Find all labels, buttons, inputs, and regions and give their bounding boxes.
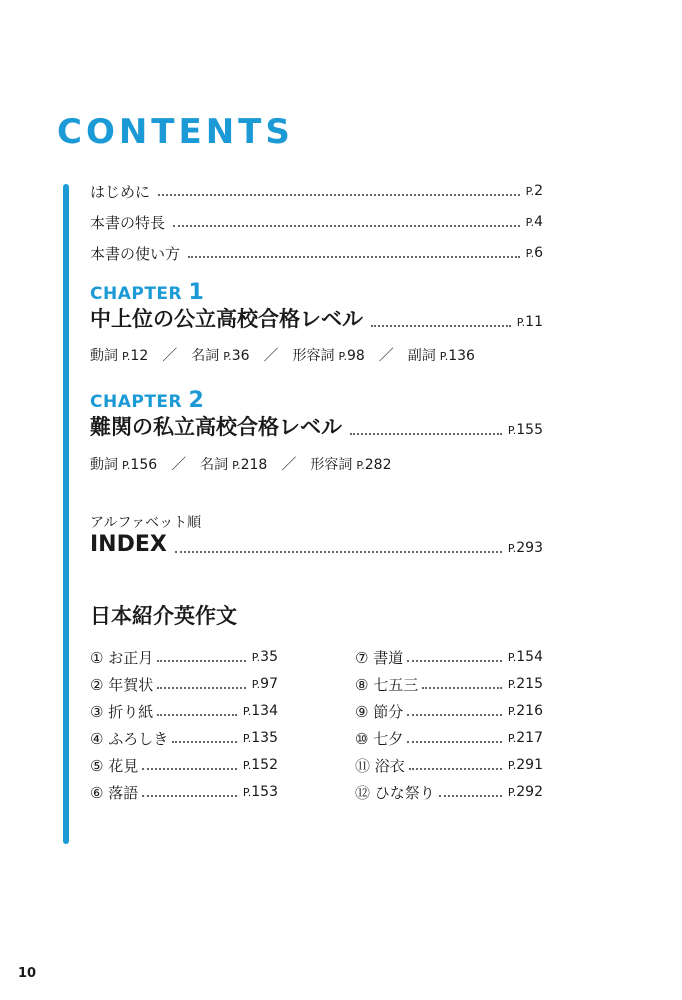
list-item[interactable]: ⑤ 花見 P.152 (90, 757, 278, 775)
separator: ／ (263, 346, 279, 364)
chapter-2-subsections (90, 453, 392, 474)
toc-row-chapter-1[interactable] (90, 306, 543, 332)
leader-dots (172, 741, 237, 743)
index-note: アルファベット順 (90, 515, 202, 531)
leader-dots (157, 714, 237, 716)
leader-dots (371, 325, 511, 327)
leader-dots (157, 660, 246, 662)
list-item[interactable]: ⑨ 節分 P.216 (355, 703, 543, 721)
sub-entry[interactable]: 名詞 P.218 (200, 457, 268, 473)
toc-page: P.4 (525, 214, 543, 230)
accent-bar (63, 184, 69, 844)
toc-page: P.2 (525, 183, 543, 199)
chapter-title: 難関の私立高校合格レベル (90, 415, 342, 439)
sub-entry[interactable]: 副詞 P.136 (407, 348, 475, 364)
sub-entry[interactable]: 形容詞 P.98 (292, 348, 365, 364)
toc-label: はじめに (90, 183, 151, 201)
leader-dots (407, 714, 502, 716)
separator: ／ (171, 455, 187, 473)
page-number: 10 (18, 966, 37, 981)
list-item[interactable]: ③ 折り紙 P.134 (90, 703, 278, 721)
list-item[interactable]: ⑧ 七五三 P.215 (355, 676, 543, 694)
sub-entry[interactable]: 動詞 P.12 (90, 348, 149, 364)
leader-dots (173, 225, 520, 227)
list-item[interactable]: ① お正月 P.35 (90, 649, 278, 667)
toc-row-intro[interactable] (90, 182, 543, 201)
toc-page: P.11 (516, 314, 543, 330)
index-label: INDEX (90, 532, 167, 557)
list-item[interactable]: ⑦ 書道 P.154 (355, 649, 543, 667)
leader-dots (158, 194, 520, 196)
leader-dots (350, 433, 502, 435)
leader-dots (409, 768, 502, 770)
list-item[interactable]: ② 年賀状 P.97 (90, 676, 278, 694)
sub-entry[interactable]: 形容詞 P.282 (310, 457, 392, 473)
leader-dots (407, 741, 502, 743)
separator: ／ (281, 455, 297, 473)
leader-dots (142, 795, 237, 797)
japan-list-right (355, 640, 543, 802)
leader-dots (439, 795, 502, 797)
chapter-1-subsections (90, 344, 475, 365)
list-item[interactable]: ⑥ 落語 P.153 (90, 784, 278, 802)
sub-entry[interactable]: 動詞 P.156 (90, 457, 158, 473)
toc-page: P.6 (525, 245, 543, 261)
list-item[interactable]: ⑪ 浴衣 P.291 (355, 757, 543, 775)
toc-page: P.293 (507, 540, 543, 556)
leader-dots (157, 687, 246, 689)
chapter-1-heading: CHAPTER 1 (90, 280, 205, 305)
toc-page: P.155 (507, 422, 543, 438)
toc-label: 本書の使い方 (90, 245, 181, 263)
separator: ／ (162, 346, 178, 364)
chapter-title: 中上位の公立高校合格レベル (90, 307, 363, 331)
toc-row-index[interactable] (90, 532, 543, 558)
page-title: CONTENTS (57, 112, 294, 152)
leader-dots (188, 256, 520, 258)
toc-label: 本書の特長 (90, 214, 166, 232)
list-item[interactable]: ④ ふろしき P.135 (90, 730, 278, 748)
list-item[interactable]: ⑩ 七夕 P.217 (355, 730, 543, 748)
leader-dots (175, 551, 502, 553)
japan-list-left (90, 640, 278, 802)
sub-entry[interactable]: 名詞 P.36 (191, 348, 250, 364)
leader-dots (422, 687, 502, 689)
japan-section-title: 日本紹介英作文 (90, 604, 237, 628)
chapter-2-heading: CHAPTER 2 (90, 388, 205, 413)
leader-dots (407, 660, 502, 662)
toc-row-usage[interactable] (90, 244, 543, 263)
list-item[interactable]: ⑫ ひな祭り P.292 (355, 784, 543, 802)
leader-dots (142, 768, 237, 770)
toc-row-chapter-2[interactable] (90, 414, 543, 440)
toc-row-features[interactable] (90, 213, 543, 232)
separator: ／ (378, 346, 394, 364)
